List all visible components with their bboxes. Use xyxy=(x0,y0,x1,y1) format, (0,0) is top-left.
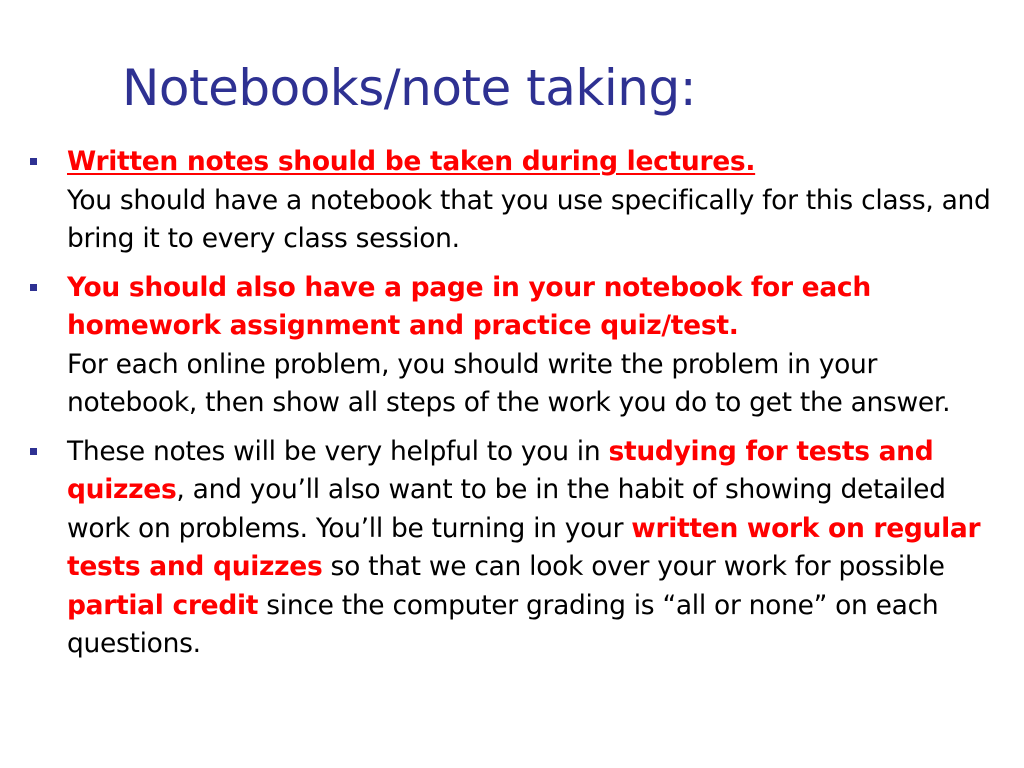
bullet-3-text-4: since the computer grading is “all or none” on each questions. xyxy=(67,589,939,659)
square-bullet-icon xyxy=(30,158,37,165)
bullet-2-text: For each online problem, you should write the problem in your notebook, then show all steps of the work you do to get the answer. xyxy=(67,348,951,418)
bullet-item-2 xyxy=(30,269,1005,423)
bullet-3-text-3: so that we can look over your work for possible xyxy=(322,551,945,582)
bullet-item-3 xyxy=(30,433,1005,664)
square-bullet-icon xyxy=(30,448,37,455)
bullet-3-emphasis-studying: studying for tests and quizzes xyxy=(67,435,934,505)
bullet-3-text-1: These notes will be very helpful to you in xyxy=(67,435,609,467)
bullet-3-emphasis-written-work: written work on regular tests and quizzes xyxy=(67,512,981,582)
bullet-1-text: You should have a notebook that you use specifically for this class, and bring it to every class session. xyxy=(67,184,991,254)
bullet-3-emphasis-partial-credit: partial credit xyxy=(67,589,259,621)
bullet-2-heading: You should also have a page in your notebook for each homework assignment and practice quiz/test. xyxy=(67,271,871,341)
bullet-list xyxy=(30,143,1005,674)
square-bullet-icon xyxy=(30,284,37,291)
bullet-item-1 xyxy=(30,143,1005,259)
slide-title: Notebooks/note taking: xyxy=(122,59,697,117)
bullet-1-heading: Written notes should be taken during lectures. xyxy=(67,146,756,177)
bullet-3-text-2: , and you’ll also want to be in the habit of showing detailed work on problems. You’ll be turning in your xyxy=(67,474,946,544)
